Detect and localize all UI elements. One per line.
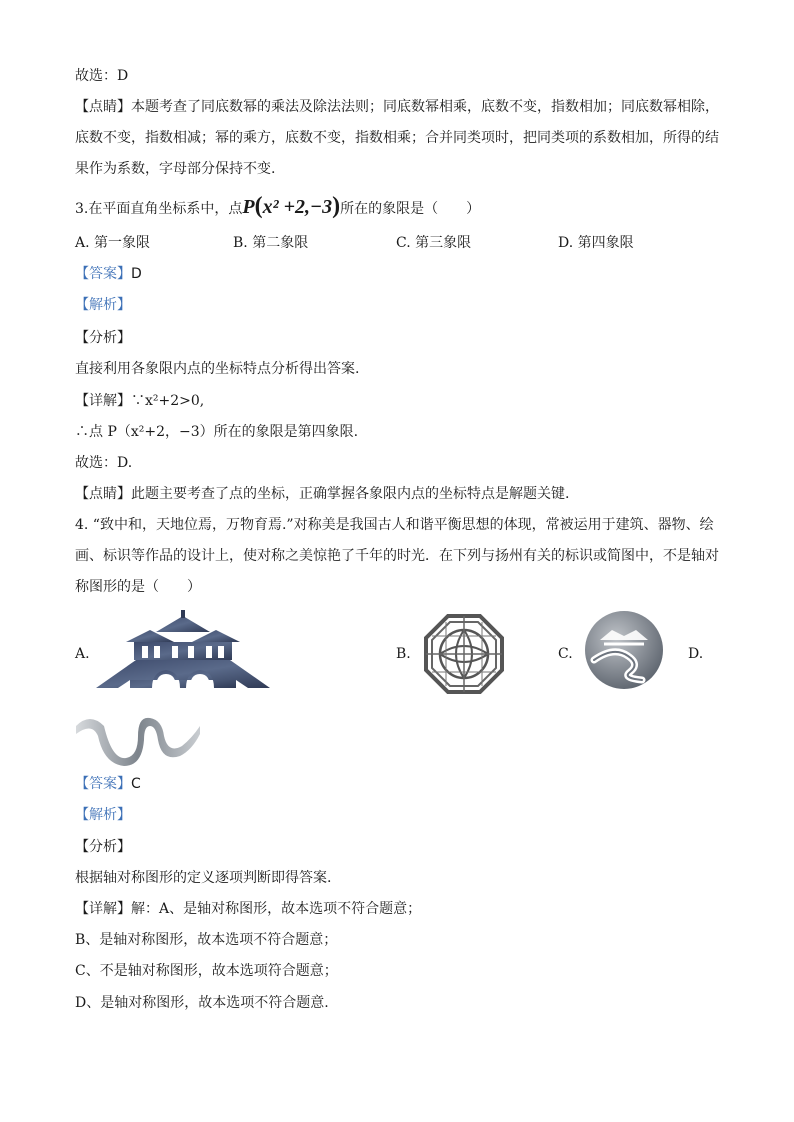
q3-suffix: 所在的象限是（ ） (340, 201, 481, 217)
q4-stem-2: 画、标识等作品的设计上，使对称之美惊艳了千年的时光．在下列与扬州有关的标识或简图中，不是轴对 (75, 548, 719, 564)
q3-prefix: 3.在平面直角坐标系中，点 (75, 201, 243, 217)
fig-label-d: D. (688, 646, 704, 662)
fig-label-a: A. (75, 646, 90, 662)
note-line-2: 底数不变，指数相减；幂的乘方，底数不变，指数相乘；合并同类项时，把同类项的系数相加，所得的结 (75, 130, 719, 146)
q3-point: P(x² +2,−3) (242, 193, 341, 219)
q3-point-name: P (242, 196, 255, 218)
q4-answer-value: C (131, 776, 141, 792)
q4-answer (75, 774, 141, 794)
q3-option-d: D. 第四象限 (558, 235, 634, 251)
q3-detail-1 (75, 391, 204, 411)
wavy-ribbon-figure (74, 704, 202, 766)
q4-answer-tag: 【答案】 (75, 776, 131, 792)
q4-detail-2: B、是轴对称图形，故本选项不符合题意； (75, 932, 338, 948)
q4-detail-3: C、不是轴对称图形，故本选项符合题意； (75, 963, 338, 979)
q3-option-a: A. 第一象限 (75, 235, 151, 251)
q4-fenxi-text: 根据轴对称图形的定义逐项判断即得答案. (75, 870, 332, 886)
q3-dianjing: 【点睛】此题主要考查了点的坐标，正确掌握各象限内点的坐标特点是解题关键. (75, 486, 570, 502)
q3-answer (75, 264, 142, 284)
q4-stem-1: 4. “致中和，天地位焉，万物育焉.”对称美是我国古人和谐平衡思想的体现，常被运用于建筑、器物、绘 (75, 517, 714, 533)
q4-fenxi-tag: 【分析】 (75, 839, 131, 855)
fig-label-b: B. (396, 646, 411, 662)
q3-fenxi-text: 直接利用各象限内点的坐标特点分析得出答案. (75, 361, 360, 377)
q3-choose: 故选：D. (75, 455, 133, 471)
q4-detail-4: D、是轴对称图形，故本选项不符合题意. (75, 995, 329, 1011)
q4-detail-1: 【详解】解：A、是轴对称图形，故本选项不符合题意； (75, 901, 422, 917)
q4-stem-3: 称图形的是（ ） (75, 579, 201, 595)
q3-stem (75, 193, 481, 219)
q3-point-expr: x² +2,−3 (262, 196, 333, 218)
choice-line: 故选：D (75, 68, 129, 84)
therefore-symbol: ∴ (75, 424, 89, 440)
q3-option-b: B. 第二象限 (233, 235, 309, 251)
note-line-3: 果作为系数，字母部分保持不变. (75, 161, 276, 177)
because-symbol: ∵ (131, 393, 145, 409)
q3-detail-line1: x²+2>0, (145, 393, 205, 409)
q3-detail-2 (75, 422, 358, 442)
q4-analysis-tag: 【解析】 (75, 807, 131, 823)
octagon-lattice-figure (424, 614, 504, 694)
q3-answer-tag: 【答案】 (75, 266, 131, 282)
q3-fenxi-tag: 【分析】 (75, 330, 131, 346)
note-line-1: 【点睛】本题考查了同底数幂的乘法及除法法则；同底数幂相乘，底数不变，指数相加；同底数幂相除， (75, 99, 719, 115)
q3-analysis-tag: 【解析】 (75, 297, 131, 313)
bridge-pavilion-figure (96, 610, 270, 690)
q3-detail-tag: 【详解】 (75, 393, 131, 409)
q3-option-c: C. 第三象限 (396, 235, 472, 251)
circular-emblem-figure (584, 610, 664, 690)
q3-answer-value: D (131, 266, 142, 282)
q3-detail-line2: 点 P（x²+2，−3）所在的象限是第四象限. (89, 424, 359, 440)
fig-label-c: C. (558, 646, 573, 662)
